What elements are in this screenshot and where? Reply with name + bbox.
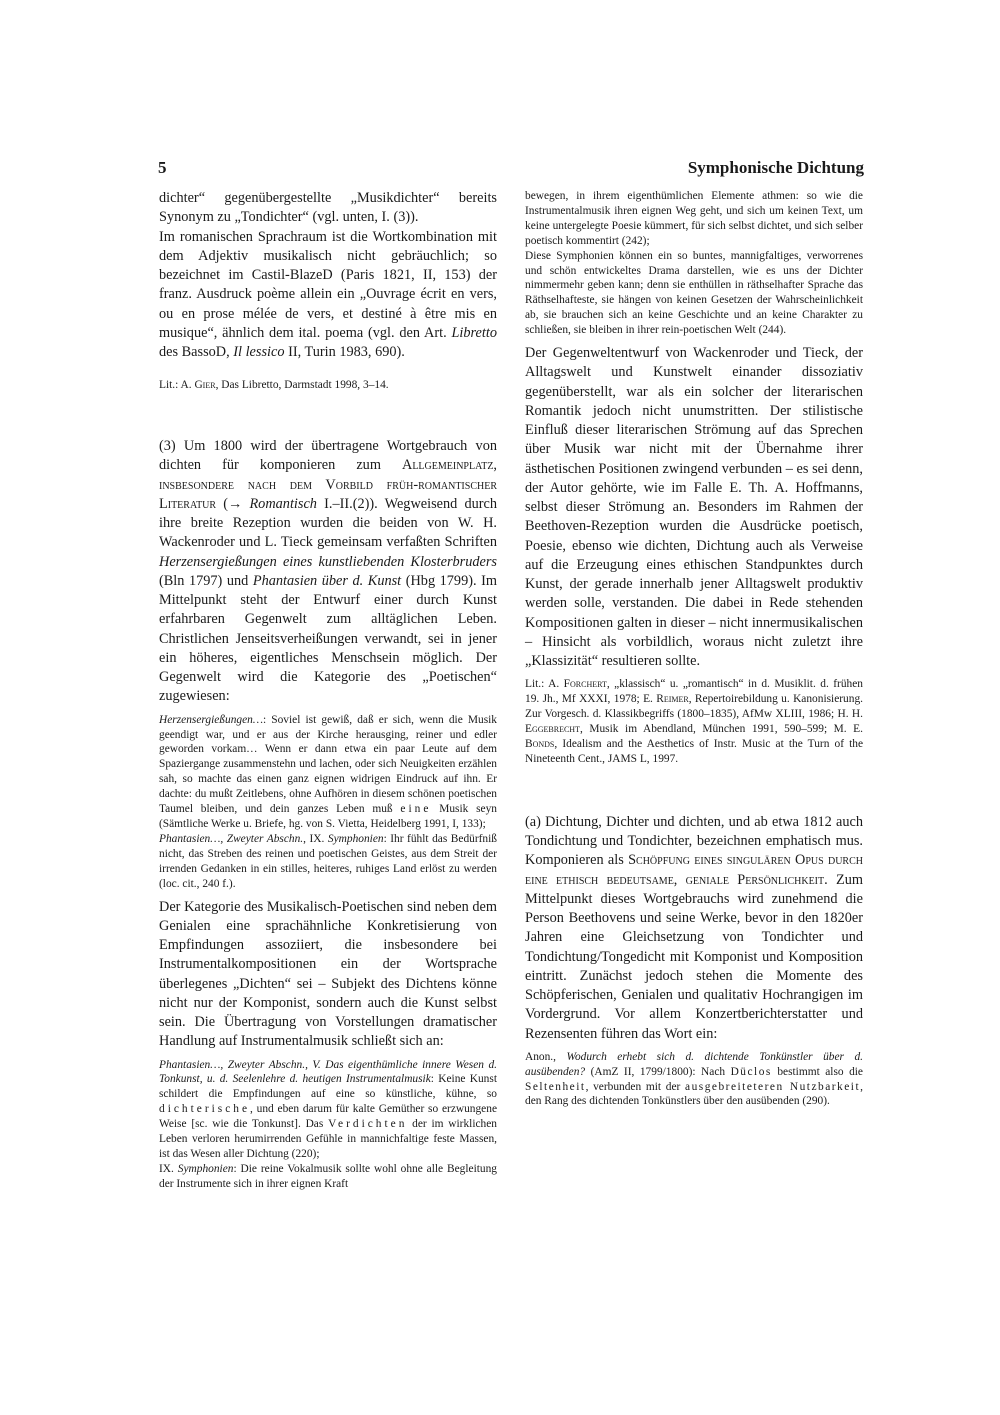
section-paragraph: (a) Dichtung, Dichter und dichten, und ab etwa 1812 auch Tondichtung und Tondichter, bezeichnen emphatisch mus. Komponieren als Schöpfung eines singulären Opus durch eine ethisch bedeutsame, geniale Persönlichkeit. Zum Mittelpunkt dieses Wortgebrauchs wird zunehmend die Person Beethovens und seine Werke, bevor in den 1820er Jahren eine Gleichsetzung von Tondichter und Tondichtung/Tongedicht mit Komponist und Komposition eintritt. Zunächst jedoch stehen die Momente des Schöpferischen, Genialen und qualitativ Hochrangigen im Vordergrund. Vor allem Konzertberichterstatter und Rezensenten führen das Wort ein:	[525, 813, 863, 1042]
quotation: IX. Symphonien: Die reine Vokalmusik sollte wohl ohne alle Begleitung der Instrumente sich in ihrer eignen Kraft	[159, 1162, 497, 1190]
section-paragraph: (3) Um 1800 wird der übertragene Wortgebrauch von dichten für komponieren zum Allgemeinplatz, insbesondere nach dem Vorbild früh-romantischer Literatur (→ Romantisch I.–II.(2)). Wegweisend durch ihre breite Rezeption wurden die beiden von W. H. Wackenroder und L. Tieck gemeinsam verfaßten Schriften Herzensergießungen eines kunstliebenden Klosterbruders (Bln 1797) und Phantasien über d. Kunst (Hbg 1799). Im Mittelpunkt steht der Entwurf einer durch Kunst erfahrbaren Gegenwelt zum alltäglichen Leben. Christlichen Jenseitsverheißungen verwandt, sei in jener ein höheres, eigentliches Menschsein möglich. Der Gegenwelt wird die Kategorie des „Poetischen“ zugewiesen:	[159, 438, 497, 705]
quotation: bewegen, in ihrem eigenthümlichen Elemente athmen: so wie die Instrumentalmusik ihren eignen Weg geht, und sich um keinen Text, um keine untergelegte Poesie kümmert, für sich selbst dichtet, und sich selber poetisch kommentirt (242);	[525, 190, 863, 247]
literature-reference: Lit.: A. Gier, Das Libretto, Darmstadt 1998, 3–14.	[159, 379, 389, 392]
paragraph: Der Gegenweltentwurf von Wackenroder und Tieck, der Alltagswelt und Kunstwelt einander dissoziativ gegenüberstellt, war als ein solcher der literarischen Romantik jedoch nicht unumstritten. Der stilistische Einfluß dieser literarischen Strömung auf das Sprechen über Musik war nicht mit der Übernahme ihrer ästhetischen Positionen zwingend verbunden – es sei denn, der Autor gehörte, wie im Falle E. Th. A. Hoffmanns, selbst dieser Strömung an. Besonders im Rahmen der Beethoven-Rezeption wurden die Ausdrücke poetisch, Poesie, ebenso wie dichten, Dichtung auch als Verweise auf die Erzeugung eines ethischen Standpunktes durch Kunst, der gerade innerhalb jener Alltagswelt produktiv werden solle, verstanden. Die dabei in Rede stehenden Kompositionen galten in dieser – nicht innermusikalischen – Hinsicht als vorbildlich, woraus nicht zuletzt ihre „Klassizität“ resultieren sollte.	[525, 345, 863, 670]
left-column	[159, 189, 497, 1192]
quotation: Phantasien…, Zweyter Abschn., V. Das eigenthümliche innere Wesen d. Tonkunst, u. d. Seelenlehre d. heutigen Instrumentalmusik: Keine Kunst schildert die Empfindungen auf eine so künstliche, kühne, so dichterische, und eben darum für kalte Gemüther so erzwungene Weise [sc. wie die Tonkunst]. Das Verdichten der im wirklichen Leben verloren herumirrenden Gefühle in mannichfaltige feste Massen, ist das Wesen aller Dichtung (220);	[159, 1058, 497, 1160]
paragraph: dichter“ gegenübergestellte „Musikdichter“ bereits Synonym zu „Tondichter“ (vgl. unten, I. (3)).	[159, 190, 497, 226]
quotation: Anon., Wodurch erhebt sich d. dichtende Tonkünstler über d. ausübenden? (AmZ II, 1799/1800): Nach Düclos bestimmt also die Seltenheit, verbunden mit der ausgebreiteteren Nutzbarkeit, den Rang des dichtenden Tonkünstlers über den ausübenden (290).	[525, 1050, 863, 1108]
quotation: Herzensergießungen…: Soviel ist gewiß, daß er sich, wenn die Musik geendigt war, und er aus der Kirche herausging, reiner und edler geworden vorkam… Wenn er dann etwa ein paar Leute auf dem Spaziergange zusammenstehn und lachen, oder sich Neuigkeiten erzählen sah, so machte das einen ganz eignen widrigen Eindruck auf ihn. Er dachte: du mußt Zeitlebens, ohne Aufhören in diesem schönen poetischen Taumel bleiben, und dein ganzes Leben muß eine Musik seyn (Sämtliche Werke u. Briefe, hg. von S. Vietta, Heidelberg 1991, I, 133);	[159, 713, 497, 830]
quotation: Diese Symphonien können ein so buntes, mannigfaltiges, verworrenes und schön entwickeltes Drama darstellen, wie es uns der Dichter nimmermehr geben kann; denn sie enthüllen in räthselhafter Sprache das Räthselhafteste, sie hängen von keinen Gesetzen der Wahrscheinlichkeit ab, sie brauchen sich an keine Geschichte und an keine Charakter zu schließen, sie bleiben in ihrer rein-poetischen Welt (244).	[525, 249, 863, 337]
literature-reference: Lit.: A. Forchert, „klassisch“ u. „romantisch“ in d. Musiklit. d. frühen 19. Jh., Mf XXXI, 1978; E. Reimer, Repertoirebildung u. Kanonisierung. Zur Vorgesch. d. Klassikbegriffs (1800–1835), AfMw XLIII, 1986; H. H. Eggebrecht, Musik im Abendland, München 1991, 590–599; M. E. Bonds, Idealism and the Aesthetics of Instr. Music at the Turn of the Nineteenth Cent., JAMS L, 1997.	[525, 678, 863, 765]
paragraph: Der Kategorie des Musikalisch-Poetischen sind neben dem Genialen eine sprachähnliche Konkretisierung von Empfindungen assoziiert, die insbesondere bei Instrumentalkompositionen ein der Wortsprache überlegenes „Dichten“ sei – Subjekt des Dichtens könne nicht nur der Komponist, sondern auch die Kunst selbst sein. Die Übertragung von Vorstellungen dramatischer Handlung auf Instrumentalmusik schließt sich an:	[159, 898, 497, 1050]
right-column	[525, 189, 863, 1109]
quotation: Phantasien…, Zweyter Abschn., IX. Symphonien: Ihr fühlt das Bedürfniß nicht, das Streben des reinen und poetischen Geistes, aus dem Streit der irrenden Gedanken in ein stilles, heiteres, ruhiges Land erlöst zu werden (loc. cit., 240 f.).	[159, 832, 497, 890]
page-header	[158, 158, 864, 184]
paragraph: Im romanischen Sprachraum ist die Wortkombination mit dem Adjektiv musikalisch nicht gebräuchlich; so bezeichnet im Castil-BlazeD (Paris 1821, II, 153) der franz. Ausdruck poème allein ein „Ouvrage écrit en vers, ou en prose mélée de vers, et destiné à être mis en musique“, ähnlich dem ital. poema (vgl. den Art. Libretto des BassoD, Il lessico II, Turin 1983, 690).	[159, 228, 497, 360]
running-title: Symphonische Dichtung	[687, 158, 864, 177]
page-number: 5	[158, 158, 167, 177]
